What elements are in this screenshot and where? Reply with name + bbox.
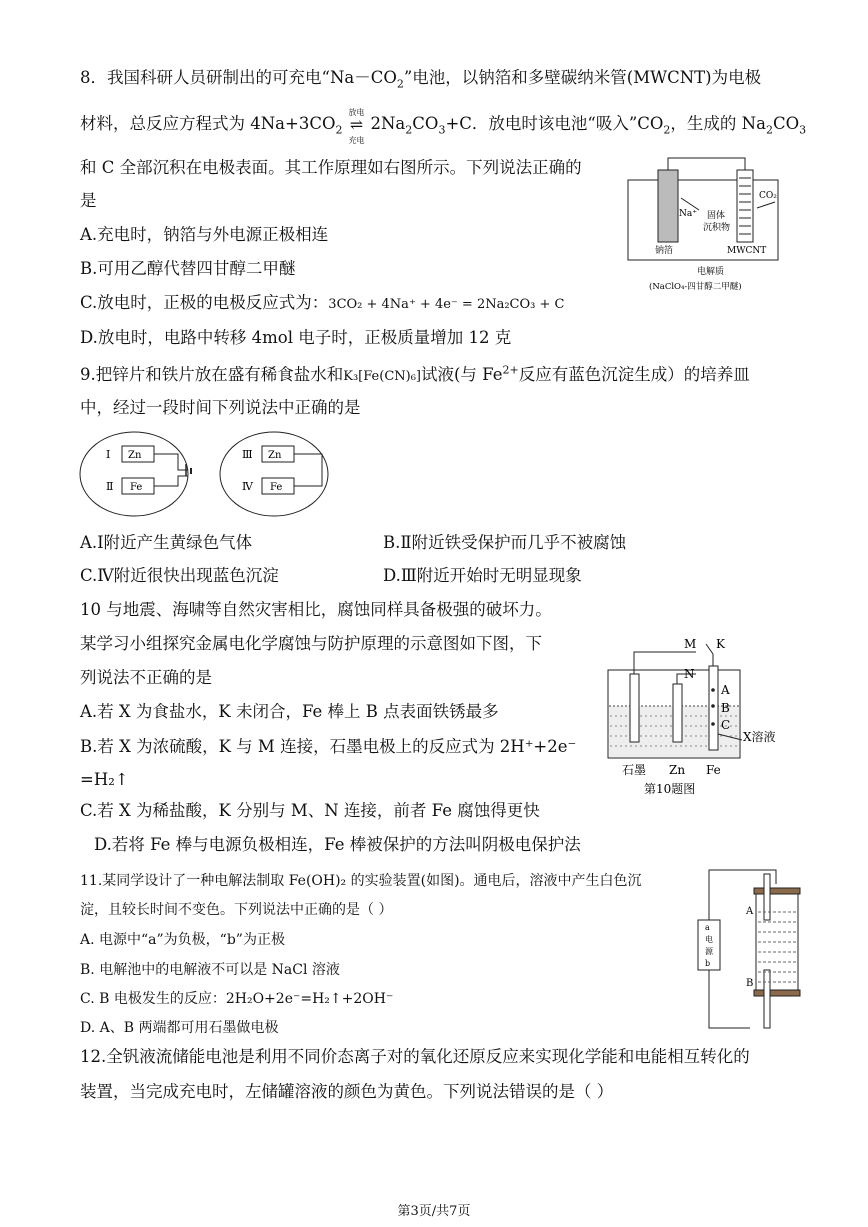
region-3-label: Ⅲ — [242, 448, 253, 461]
q8-option-b: B.可用乙醇代替四甘醇二甲醚 — [80, 259, 296, 278]
c-label: C — [721, 718, 731, 732]
q11-option-d: D. A、B 两端都可用石墨做电极 — [80, 1020, 279, 1036]
region-4-label: Ⅳ — [242, 480, 253, 493]
electrolyte-formula-label: (NaClO₄-四甘醇二甲醚) — [649, 282, 742, 292]
mwcnt-electrode — [737, 170, 753, 242]
source-label-2: 源 — [705, 947, 713, 956]
a-label: A — [721, 683, 730, 697]
external-wire — [668, 158, 745, 186]
q9-petri-dish-figure — [78, 428, 348, 523]
q9-line-2: 中，经过一段时间下列说法中正确的是 — [80, 398, 361, 417]
q10-option-b: B.若 X 为浓硫酸，K 与 M 连接，石墨电极上的反应式为 2H⁺+2e⁻ — [80, 737, 577, 756]
q11-line-1: 11.某同学设计了一种电解法制取 Fe(OH)₂ 的实验装置(如图)。通电后，溶液中产生白色沉 — [80, 873, 642, 889]
q11-electrolysis-figure — [690, 862, 810, 1042]
direct-wire — [294, 454, 322, 486]
wire-bottom — [709, 970, 750, 1028]
q8-option-a: A.充电时，钠箔与外电源正极相连 — [80, 225, 329, 244]
electrode-a-label: A — [746, 906, 754, 917]
fe-label-left: Fe — [130, 482, 143, 493]
q11-line-2: 淀，且较长时间不变色。下列说法中正确的是（ ） — [80, 902, 393, 918]
q9-option-b: B.Ⅱ附近铁受保护而几乎不被腐蚀 — [383, 533, 627, 552]
page-footer: 第3页/共7页 — [397, 1204, 471, 1219]
battery-wire-bottom — [154, 476, 188, 486]
n-label: N — [684, 667, 695, 681]
q11-option-b: B. 电解池中的电解液不可以是 NaCl 溶液 — [80, 962, 340, 978]
sodium-foil-electrode — [658, 170, 678, 242]
co2-arrow — [757, 202, 775, 208]
q10-line-2: 某学习小组探究金属电化学腐蚀与防护原理的示意图如下图，下 — [80, 634, 542, 653]
source-b-label: b — [705, 959, 711, 968]
q9-option-d: D.Ⅲ附近开始时无明显现象 — [383, 566, 582, 585]
k-label: K — [716, 637, 725, 651]
q9-option-a: A.Ⅰ附近产生黄绿色气体 — [80, 533, 253, 552]
na-ion-label: Na⁺ — [679, 209, 697, 219]
electrolyte-label: 电解质 — [697, 267, 725, 277]
zn-rod — [673, 684, 682, 742]
dish-right — [220, 432, 328, 516]
electrode-b — [764, 970, 770, 1028]
q8-option-d: D.放电时，电路中转移 4mol 电子时，正极质量增加 12 克 — [80, 328, 512, 347]
q8-battery-figure — [625, 150, 785, 300]
q9-option-c: C.Ⅳ附近很快出现蓝色沉淀 — [80, 566, 279, 585]
q10-line-3: 列说法不正确的是 — [80, 668, 212, 687]
zn-label: Zn — [669, 763, 686, 777]
q8-line-1: 8．我国科研人员研制出的可充电“$Na-CO_2$”电池，以钠箔和多壁碳纳米管(MWCNT)为电极 — [80, 68, 762, 91]
fe-rod — [709, 666, 718, 750]
point-a — [711, 688, 715, 692]
m-label: M — [684, 637, 697, 651]
q11-option-a: A. 电源中“a”为负极，“b”为正极 — [80, 932, 285, 948]
graphite-label: 石墨 — [622, 763, 647, 777]
q10-option-d: D.若将 Fe 棒与电源负极相连，Fe 棒被保护的方法叫阴极电保护法 — [94, 835, 581, 854]
region-1-label: Ⅰ — [106, 448, 111, 461]
co2-label: CO₂ — [759, 191, 777, 201]
fe-label: Fe — [706, 763, 721, 777]
graphite-rod — [630, 674, 639, 742]
electrolysis-tube — [756, 892, 798, 992]
q12-line-1: 12.全钒液流储能电池是利用不同价态离子对的氧化还原反应来实现化学能和电能相互转化的 — [80, 1047, 750, 1066]
mwcnt-label: MWCNT — [727, 246, 767, 256]
q9-line-1: 9.把锌片和铁片放在盛有稀食盐水和K₃[Fe(CN)₆]试液(与 $Fe^{2+}$反应有蓝色沉淀生成）的培养皿 — [80, 363, 750, 384]
zn-label-left: Zn — [128, 450, 142, 461]
electrode-a — [764, 874, 770, 920]
q8-line-2: 材料，总反应方程式为 $4Na+3CO_2$ 放电 ⇌ 充电 $2Na_2CO_3+C$．放电时该电池“吸入$”CO_2$，生成的 $Na_2CO_3$ — [80, 107, 807, 145]
q11-option-c: C. B 电极发生的反应：2H₂O+2e⁻=H₂↑+2OH⁻ — [80, 991, 394, 1007]
point-c — [711, 722, 715, 726]
bottom-stopper — [754, 990, 800, 996]
q8-option-c: C.放电时，正极的电极反应式为：3CO₂ + 4Na⁺ + 4e⁻ = 2Na₂CO₃ + C — [80, 293, 565, 312]
q10-corrosion-figure — [600, 630, 800, 800]
q8-line-3: 和 C 全部沉积在电极表面。其工作原理如右图所示。下列说法正确的 — [80, 158, 582, 177]
q10-option-b-cont: =H₂↑ — [80, 770, 129, 789]
fe-label-right: Fe — [270, 482, 283, 493]
source-label-1: 电 — [705, 935, 713, 944]
foil-label: 钠箔 — [655, 246, 674, 256]
source-a-label: a — [705, 923, 710, 932]
solid-label-2: 沉积物 — [703, 223, 731, 233]
zn-label-right: Zn — [268, 450, 282, 461]
k-switch — [706, 644, 713, 666]
dish-left — [80, 432, 188, 516]
solid-label-1: 固体 — [707, 211, 726, 221]
q8-line-4: 是 — [80, 191, 97, 210]
q12-line-2: 装置，当完成充电时，左储罐溶液的颜色为黄色。下列说法错误的是（ ） — [80, 1082, 614, 1101]
top-stopper — [754, 888, 800, 894]
b-label: B — [721, 701, 730, 715]
q10-line-1: 10 与地震、海啸等自然灾害相比，腐蚀同样具备极强的破坏力。 — [80, 600, 552, 619]
x-solution-label: X溶液 — [743, 730, 776, 744]
point-b — [711, 704, 715, 708]
electrode-b-label: B — [746, 978, 754, 989]
region-2-label: Ⅱ — [106, 480, 114, 493]
q10-option-a: A.若 X 为食盐水，K 未闭合，Fe 棒上 B 点表面铁锈最多 — [80, 702, 499, 721]
q10-option-c: C.若 X 为稀盐酸，K 分别与 M、N 连接，前者 Fe 腐蚀得更快 — [80, 801, 540, 820]
reversible-arrow: 放电 ⇌ 充电 — [348, 107, 365, 145]
figure-caption: 第10题图 — [644, 782, 696, 796]
